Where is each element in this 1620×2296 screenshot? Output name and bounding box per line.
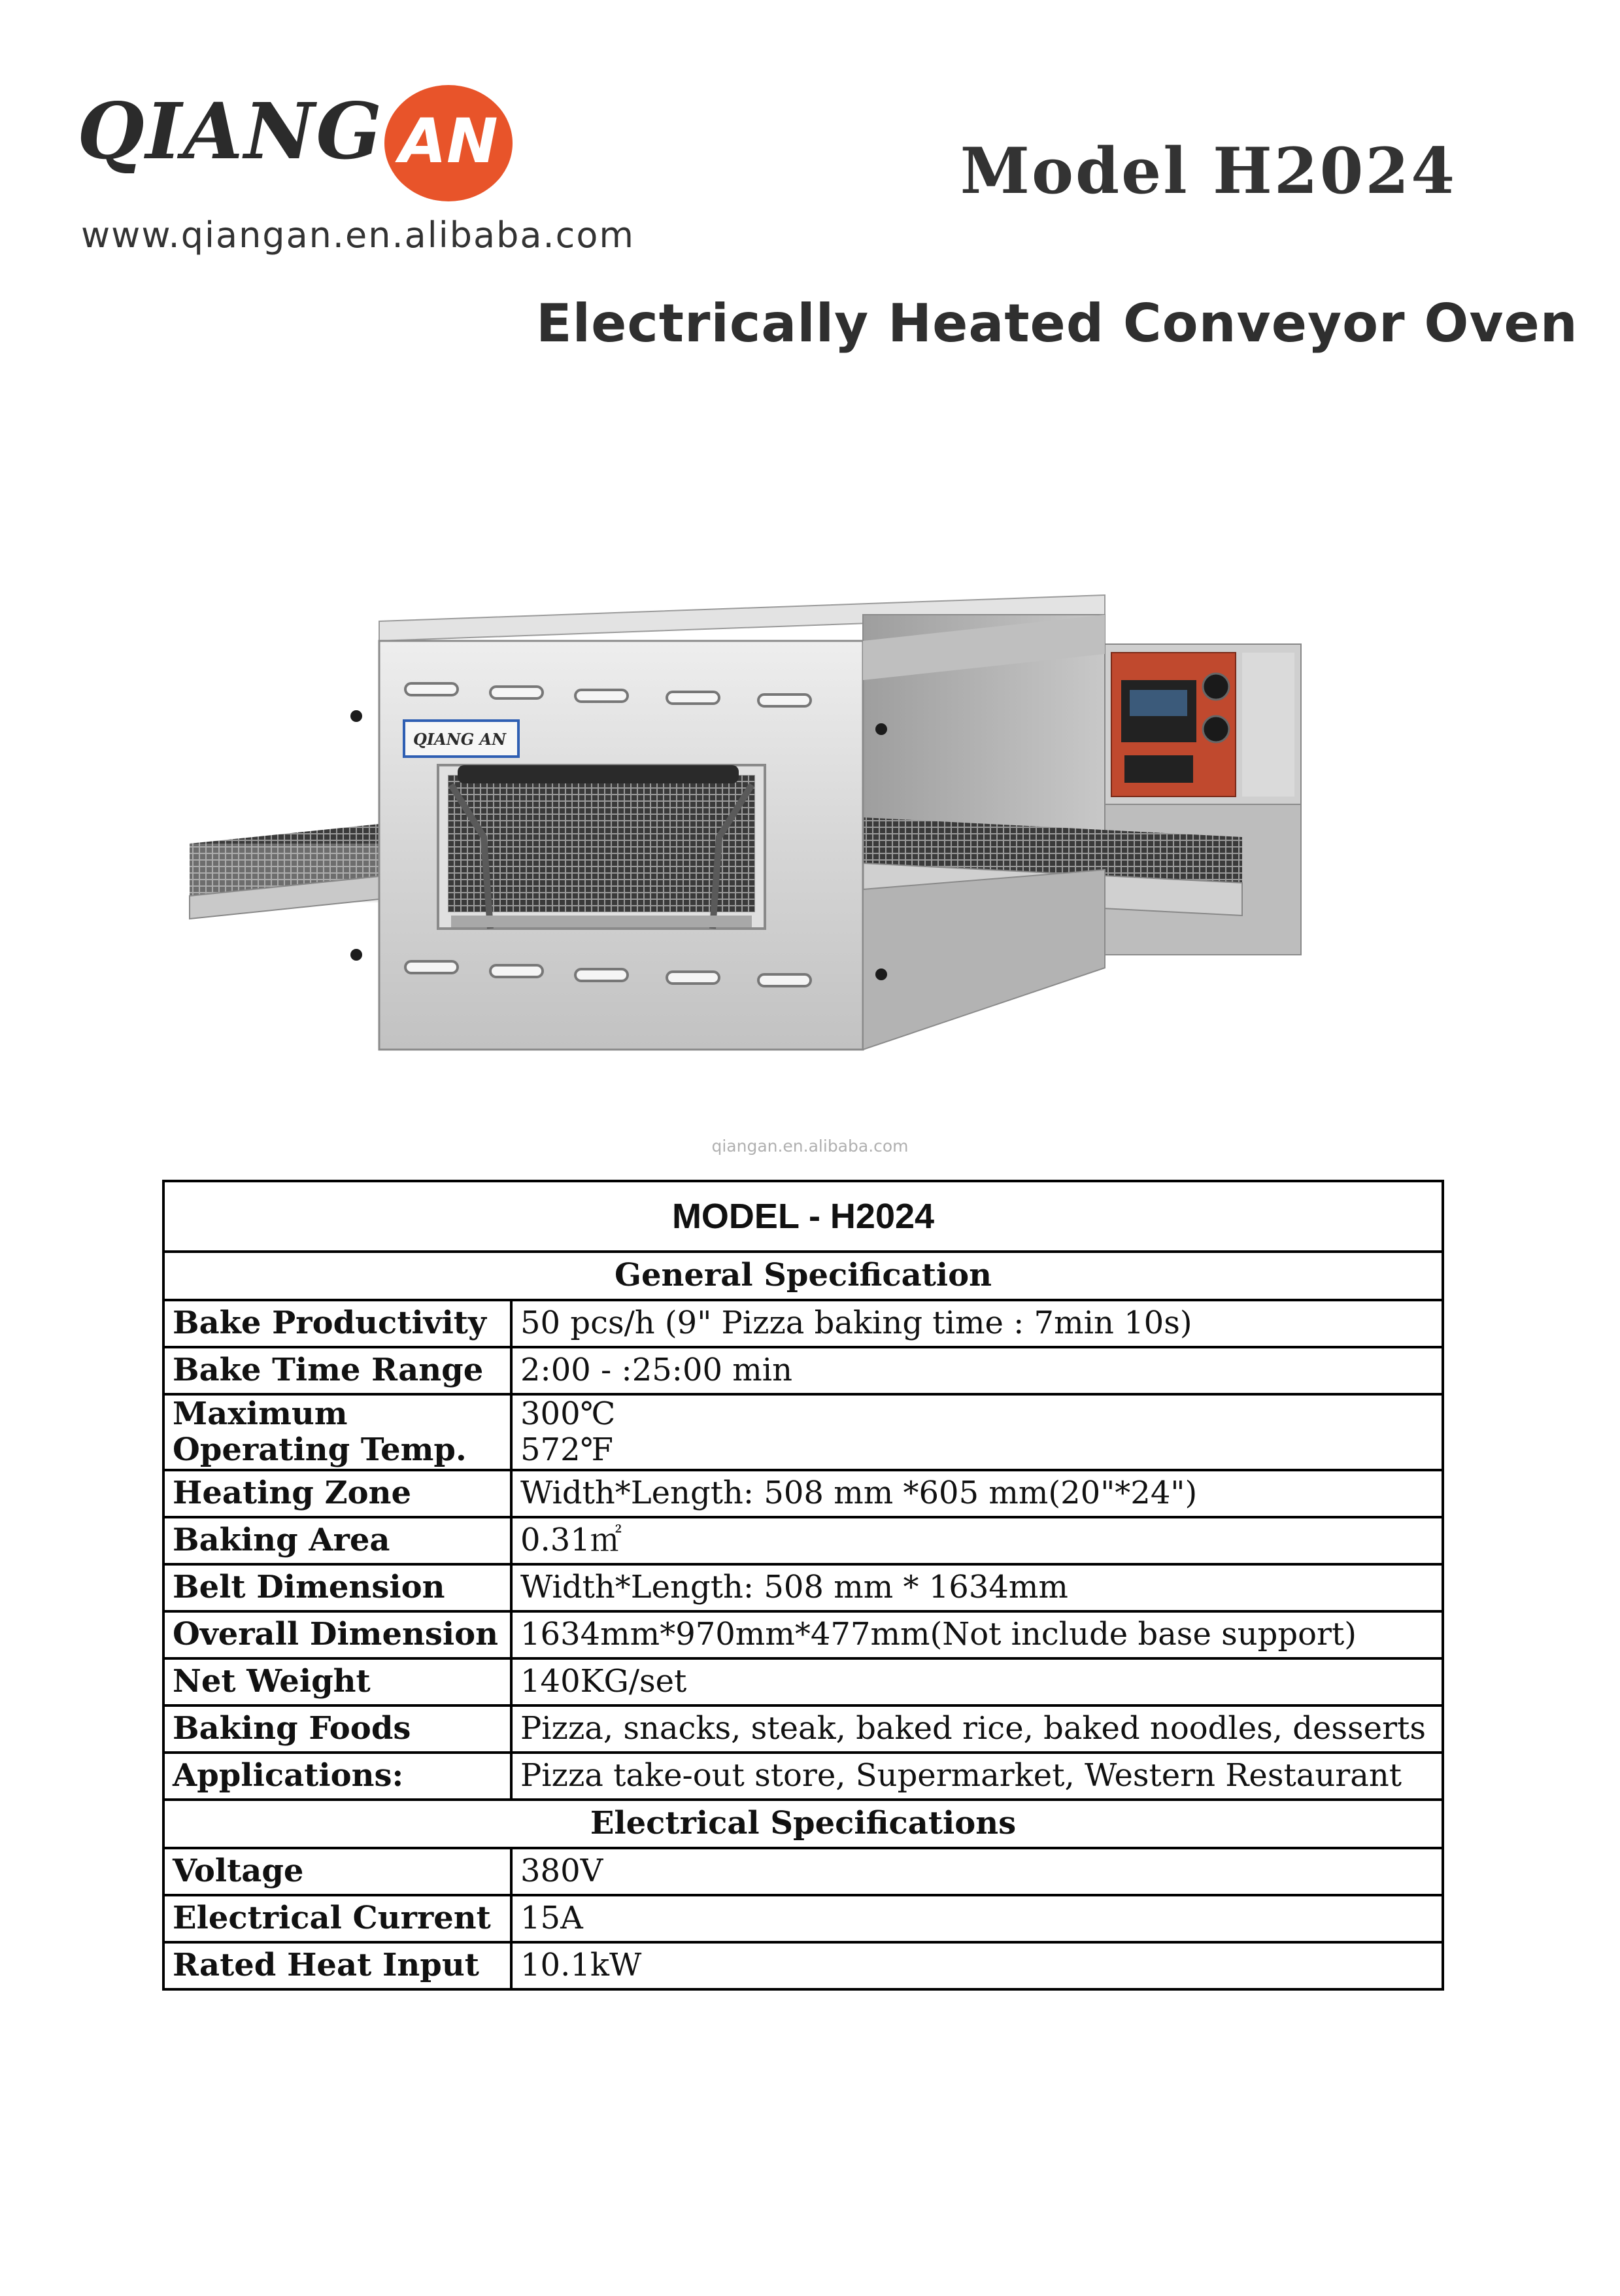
logo-badge (384, 85, 513, 201)
spec-label: Heating Zone (163, 1470, 511, 1517)
spec-value: 140KG/set (511, 1658, 1443, 1705)
logo-text: QIANG (77, 86, 384, 177)
spec-label: Bake Productivity (163, 1300, 511, 1347)
website-url[interactable]: www.qiangan.en.alibaba.com (81, 214, 635, 256)
spec-value: 0.31㎡ (511, 1517, 1443, 1564)
product-title: Electrically Heated Conveyor Oven (536, 293, 1578, 354)
spec-value: 1634mm*970mm*477mm(Not include base support) (511, 1611, 1443, 1658)
electrical-spec-header: Electrical Specifications (163, 1800, 1443, 1848)
temp-celsius: 300℃ (520, 1395, 616, 1432)
spec-value: Width*Length: 508 mm *605 mm(20"*24") (511, 1470, 1443, 1517)
spec-value: 2:00 - :25:00 min (511, 1347, 1443, 1394)
spec-label: Baking Foods (163, 1705, 511, 1753)
spec-label: Net Weight (163, 1658, 511, 1705)
spec-label: Maximum Operating Temp. (163, 1394, 511, 1470)
spec-label: Rated Heat Input (163, 1942, 511, 1989)
spec-label: Overall Dimension (163, 1611, 511, 1658)
spec-value (511, 1394, 1443, 1470)
spec-label: Voltage (163, 1848, 511, 1895)
image-watermark: qiangan.en.alibaba.com (711, 1137, 909, 1156)
spec-label: Bake Time Range (163, 1347, 511, 1394)
spec-label: Electrical Current (163, 1895, 511, 1942)
spec-value: 380V (511, 1848, 1443, 1895)
model-title: Model H2024 (960, 134, 1457, 208)
spec-label: Belt Dimension (163, 1564, 511, 1611)
spec-value: Pizza take-out store, Supermarket, Western Restaurant (511, 1753, 1443, 1800)
brand-logo (77, 85, 522, 209)
general-spec-header: General Specification (163, 1252, 1443, 1300)
spec-value: 50 pcs/h (9" Pizza baking time : 7min 10s) (511, 1300, 1443, 1347)
spec-value: 15A (511, 1895, 1443, 1942)
spec-label: Baking Area (163, 1517, 511, 1564)
spec-value: Width*Length: 508 mm * 1634mm (511, 1564, 1443, 1611)
table-title: MODEL - H2024 (163, 1181, 1443, 1252)
oven-badge-text: QIANG AN (413, 730, 507, 749)
spec-value: 10.1kW (511, 1942, 1443, 1989)
spec-table (162, 1180, 1444, 1991)
logo-badge-text: AN (399, 106, 498, 177)
spec-label: Applications: (163, 1753, 511, 1800)
temp-fahrenheit: 572℉ (520, 1431, 613, 1468)
spec-value: Pizza, snacks, steak, baked rice, baked noodles, desserts (511, 1705, 1443, 1753)
oven-product-image (183, 575, 1321, 1072)
